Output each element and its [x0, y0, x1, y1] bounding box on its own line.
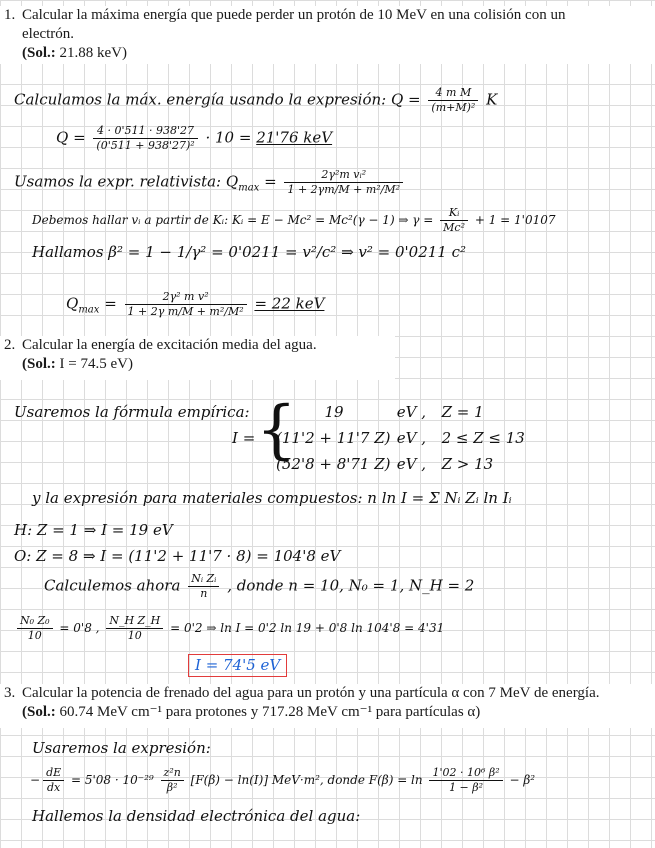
- highlighted-result: I = 74'5 eV: [188, 654, 287, 677]
- note-line: − $\frac{dE}{dx}$ = 5'08 · 10⁻²⁹ $\frac{\text{z²n}}{\text{β²}}$ [F(β) − ln(I)] MeV·m², donde F(β) = ln $\frac{\text{1'02 · 10⁶ β²}}{\text{1 − β²}}$ − β²: [30, 766, 536, 794]
- note-line: Hallemos la densidad electrónica del agua:: [32, 807, 361, 825]
- fraction: $\frac{dE}{dx}$: [43, 766, 64, 795]
- piecewise-brace: {: [256, 393, 297, 467]
- sol-label: (Sol.:: [22, 45, 56, 61]
- note-line: $Q_{max}$ = $\frac{\text{2γ² m v²}}{\text{1 + 2γ m/M + m²/M²}}$ = 22 keV: [66, 290, 325, 318]
- sol-label: (Sol.:: [22, 704, 56, 720]
- problem-1-statement: [0, 6, 655, 64]
- piecewise-case: (11'2 + 11'7 Z) eV , 2 ≤ Z ≤ 13: [276, 429, 525, 447]
- problem-number: 3.: [4, 685, 16, 701]
- problem-number: 1.: [4, 7, 16, 23]
- note-line: Hallamos β² = 1 − 1/γ² = 0'0211 = v²/c² ⇒ v² = 0'0211 c²: [32, 243, 467, 261]
- problem-3-statement: [0, 684, 655, 728]
- sol-value: 60.74 MeV cm⁻¹ para protones y 717.28 MeV cm⁻¹ para partículas α): [59, 704, 481, 720]
- sol-value: I = 74.5 eV): [59, 356, 133, 372]
- fraction: $\frac{\text{Kᵢ}}{\text{Mc²}}$: [440, 206, 468, 235]
- fraction: $\frac{\text{4 m M}}{\text{(m+M)²}}$: [428, 86, 478, 115]
- note-line: Calculamos la máx. energía usando la expresión: Q = $\frac{\text{4 m M}}{\text{(m+M)²}}$ K: [14, 86, 498, 114]
- fraction: $\frac{4 \cdot 0'511 \cdot 938'27}{\text{(0'511 + 938'27)²}}$: [93, 124, 197, 153]
- note-line: y la expresión para materiales compuestos: n ln I = Σ Nᵢ Zᵢ ln Iᵢ: [32, 489, 512, 507]
- solution-line: [22, 44, 655, 63]
- problem-text: Calcular la energía de excitación media del agua.: [22, 337, 317, 353]
- solution-line: [22, 355, 395, 374]
- note-line: Calculemos ahora $\frac{\text{Nᵢ Zᵢ}}{n}$ , donde n = 10, N₀ = 1, N_H = 2: [44, 572, 475, 600]
- sol-label: (Sol.:: [22, 356, 56, 372]
- result-underlined: 21'76 keV: [256, 128, 333, 147]
- problem-2-statement: [0, 336, 395, 380]
- fraction: $\frac{\text{z²n}}{\text{β²}}$: [161, 766, 184, 795]
- piecewise-case: 19 eV , Z = 1: [324, 403, 484, 421]
- problem-text: Calcular la máxima energía que puede perder un protón de 10 MeV en una colisión con un: [22, 7, 566, 23]
- fraction: $\frac{\text{N\_H Z\_H}}{10}$: [106, 614, 163, 643]
- note-line: Usaremos la fórmula empírica:: [14, 403, 250, 421]
- piecewise-lhs: I =: [232, 429, 256, 447]
- note-line: $\frac{\text{N₀ Z₀}}{10}$ = 0'8 , $\frac{\text{N\_H Z\_H}}{10}$ = 0'2 ⇒ ln I = 0'2 ln 19 + 0'8 ln 104'8 = 4'31: [14, 614, 444, 643]
- fraction: $\frac{\text{1'02 · 10⁶ β²}}{\text{1 − β²}}$: [429, 766, 502, 795]
- problem-number: 2.: [4, 337, 16, 353]
- note-line: Usamos la expr. relativista: $Q_{max}$ = $\frac{\text{2γ²m vᵢ²}}{\text{1 + 2γm/M + m²/M²}}$: [14, 168, 406, 199]
- piecewise-case: (52'8 + 8'71 Z) eV , Z > 13: [276, 455, 494, 473]
- note-line: Debemos hallar vᵢ a partir de Kᵢ: Kᵢ = E − Mc² = Mc²(γ − 1) ⇒ γ = $\frac{\text{Kᵢ}}{\text{Mc²}}$ + 1 = 1'0107: [32, 206, 556, 234]
- note-line: Q = $\frac{4 \cdot 0'511 \cdot 938'27}{\text{(0'511 + 938'27)²}}$ · 10 = 21'76 keV: [56, 124, 333, 152]
- note-line: Usaremos la expresión:: [32, 739, 211, 757]
- fraction: $\frac{\text{Nᵢ Zᵢ}}{n}$: [188, 572, 219, 601]
- note-line: O: Z = 8 ⇒ I = (11'2 + 11'7 · 8) = 104'8 eV: [14, 547, 341, 565]
- solution-line: [22, 703, 655, 722]
- result-underlined: = 22 keV: [254, 294, 325, 313]
- fraction: $\frac{\text{2γ² m v²}}{\text{1 + 2γ m/M + m²/M²}}$: [125, 290, 247, 319]
- problem-text: electrón.: [22, 26, 75, 42]
- fraction: $\frac{\text{N₀ Z₀}}{10}$: [17, 614, 53, 643]
- sol-value: 21.88 keV): [59, 45, 127, 61]
- problem-text: Calcular la potencia de frenado del agua para un protón y una partícula α con 7 MeV de energía.: [22, 685, 600, 701]
- fraction: $\frac{\text{2γ²m vᵢ²}}{\text{1 + 2γm/M + m²/M²}}$: [284, 168, 403, 197]
- note-line: H: Z = 1 ⇒ I = 19 eV: [14, 521, 173, 539]
